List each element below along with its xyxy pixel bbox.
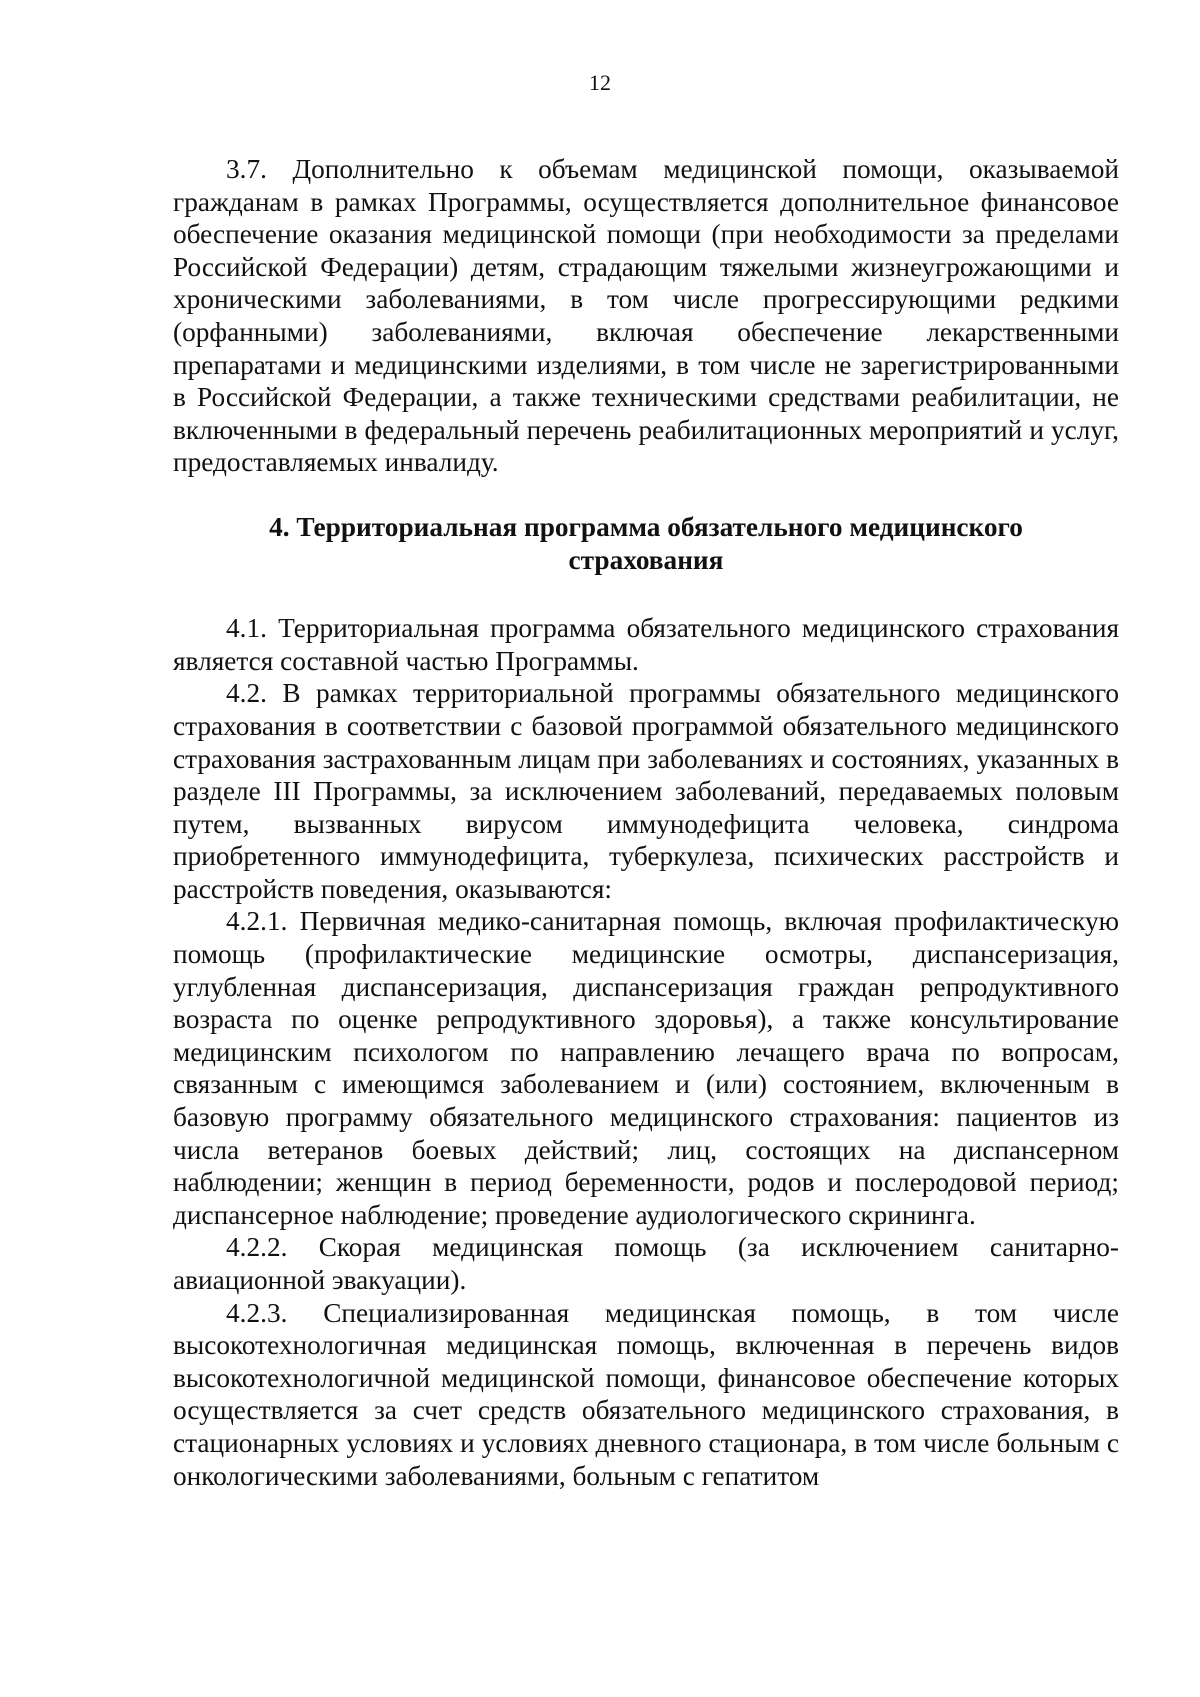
section-heading-line-1: 4. Территориальная программа обязательного медицинского [269,511,1023,542]
paragraph-4-2: 4.2. В рамках территориальной программы обязательного медицинского страхования в соответствии с базовой программой обязательного медицинского страхования застрахованным лицам при заболеваниях и состояниях, указанных в разделе III Программы, за исключением заболеваний, передаваемых половым путем, вызванных вирусом иммунодефицита человека, синдрома приобретенного иммунодефицита, туберкулеза, психических расстройств и расстройств поведения, оказываются: [173,678,1119,904]
page-number: 12 [589,70,611,95]
paragraph-4-2-3: 4.2.3. Специализированная медицинская помощь, в том числе высокотехнологичная медицинская помощь, включенная в перечень видов высокотехнологичной медицинской помощи, финансовое обеспечение которых осуществляется за счет средств обязательного медицинского страхования, в стационарных условиях и условиях дневного стационара, в том числе больным с онкологическими заболеваниями, больным с гепатитом [173,1297,1119,1491]
paragraph-3-7: 3.7. Дополнительно к объемам медицинской помощи, оказываемой гражданам в рамках Программы, осуществляется дополнительное финансовое обеспечение оказания медицинской помощи (при необходимости за пределами Российской Федерации) детям, страдающим тяжелыми жизнеугрожающими и хроническими заболеваниями, в том числе прогрессирующими редкими (орфанными) заболеваниями, включая обеспечение лекарственными препаратами и медицинскими изделиями, в том числе не зарегистрированными в Российской Федерации, а также техническими средствами реабилитации, не включенными в федеральный перечень реабилитационных мероприятий и услуг, предоставляемых инвалиду. [173,154,1119,478]
paragraph-4-2-2: 4.2.2. Скорая медицинская помощь (за исключением санитарно-авиационной эвакуации). [173,1232,1119,1295]
paragraph-4-2-1: 4.2.1. Первичная медико-санитарная помощь, включая профилактическую помощь (профилактические медицинские осмотры, диспансеризация, углубленная диспансеризация, диспансеризация граждан репродуктивного возраста по оценке репродуктивного здоровья), а также консультирование медицинским психологом по направлению лечащего врача по вопросам, связанным с имеющимся заболеванием и (или) состоянием, включенным в базовую программу обязательного медицинского страхования: пациентов из числа ветеранов боевых действий; лиц, состоящих на диспансерном наблюдении; женщин в период беременности, родов и послеродовой период; диспансерное наблюдение; проведение аудиологического скрининга. [173,906,1119,1230]
section-heading [173,511,1119,576]
section-heading-line-2: страхования [568,544,724,575]
paragraph-4-1: 4.1. Территориальная программа обязательного медицинского страхования является составной частью Программы. [173,613,1119,676]
document-body [173,153,1119,1492]
